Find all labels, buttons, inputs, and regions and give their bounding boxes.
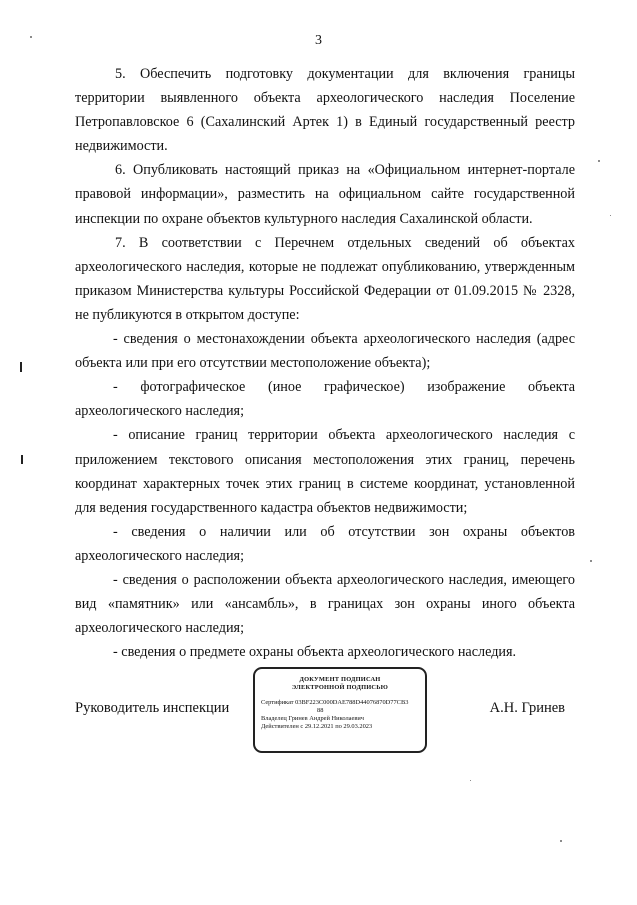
stamp-header-line-1: ДОКУМЕНТ ПОДПИСАН: [299, 676, 381, 683]
scan-speck: [590, 560, 592, 562]
stamp-header-line-2: ЭЛЕКТРОННОЙ ПОДПИСЬЮ: [291, 684, 389, 691]
paragraph-7: 7. В соответствии с Перечнем отдельных сведений об объектах археологического наследия, которые не подлежат опубликованию, утвержденным приказом Министерства культуры Российской Федерации от 01.09.2015 № 2328, не публикуются в открытом доступе:: [75, 234, 575, 323]
scan-speck: [598, 160, 600, 162]
margin-scan-mark: [21, 455, 23, 464]
paragraph-5: 5. Обеспечить подготовку документации для включения границы территории выявленного объекта археологического наследия Поселение Петропавловское 6 (Сахалинский Артек 1) в Единый государственный реестр недвижимости.: [75, 66, 575, 155]
scan-speck: [30, 36, 32, 38]
signatory-name: А.Н. Гринев: [489, 700, 565, 716]
signatory-title: Руководитель инспекции: [75, 700, 230, 716]
page-number: 3: [315, 33, 322, 48]
scan-speck: [610, 215, 611, 216]
list-item-location: - сведения о местонахождении объекта археологического наследия (адрес объекта или при его отсутствии местоположение объекта);: [75, 331, 575, 372]
scan-speck: [560, 840, 562, 842]
margin-scan-mark: [20, 362, 22, 372]
list-item-protection-zones: - сведения о наличии или об отсутствии зон охраны объектов археологического наследия;: [75, 523, 575, 564]
scan-speck: [470, 780, 471, 781]
list-item-protection-subject: - сведения о предмете охраны объекта археологического наследия.: [113, 644, 517, 661]
stamp-certificate: Сертификат 03BF223C000DAE788D44076870D77CB3: [261, 699, 409, 706]
list-item-photo: - фотографическое (иное графическое) изображение объекта археологического наследия;: [75, 379, 575, 420]
stamp-certificate-continued: 88: [317, 707, 324, 714]
electronic-signature-stamp: [253, 667, 427, 753]
document-body: [75, 62, 575, 664]
list-item-boundaries: - описание границ территории объекта археологического наследия с приложением текстового описания местоположения этих границ, перечень координат характерных точек этих границ в системе координат, установленной для ведения государственного кадастра объектов недвижимости;: [75, 427, 575, 516]
list-item-monument-location: - сведения о расположении объекта археологического наследия, имеющего вид «памятник» или «ансамбль», в границах зон охраны иного объекта археологического наследия;: [75, 571, 575, 637]
stamp-validity: Действителен с 29.12.2021 по 29.03.2023: [261, 723, 373, 730]
paragraph-6: 6. Опубликовать настоящий приказ на «Официальном интернет-портале правовой информации», разместить на официальном сайте государственной инспекции по охране объектов культурного наследия Сахалинской области.: [75, 162, 575, 227]
stamp-owner: Владелец Гринев Андрей Николаевич: [261, 715, 364, 722]
